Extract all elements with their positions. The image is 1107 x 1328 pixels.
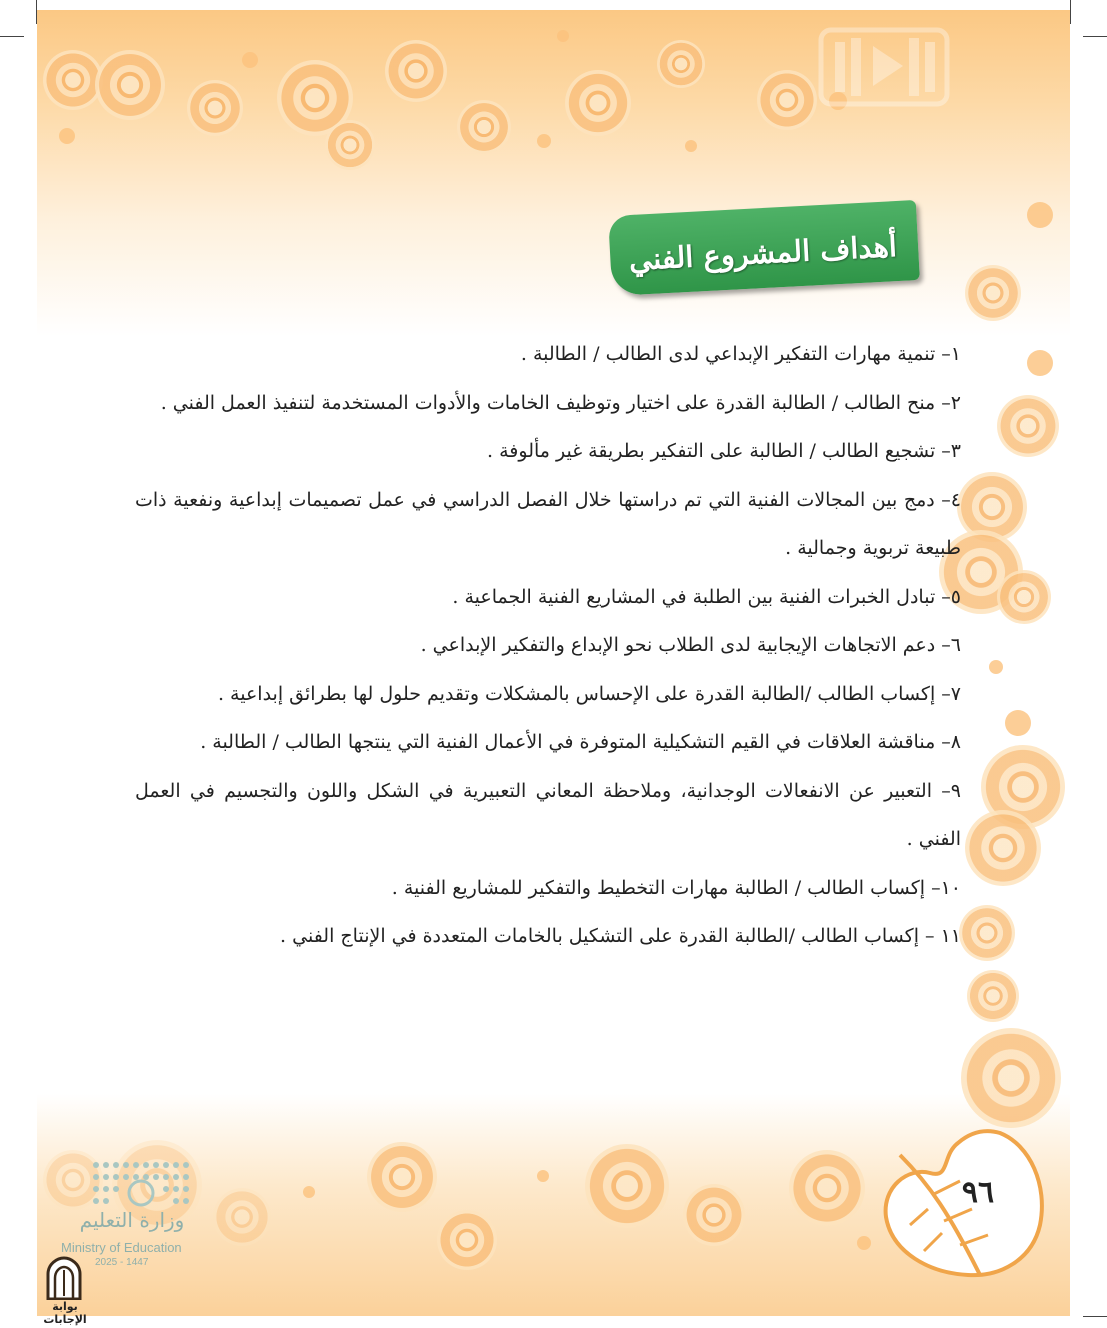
dot-decoration (857, 1236, 871, 1250)
flower-decoration (757, 70, 817, 130)
publisher-logo-icon (817, 24, 951, 110)
flower-decoration (789, 1150, 865, 1226)
flower-decoration (385, 40, 447, 102)
flower-decoration (965, 810, 1041, 886)
dot-decoration (1027, 202, 1053, 228)
flower-decoration (585, 1144, 669, 1228)
flower-decoration (457, 100, 511, 154)
dot-decoration (557, 30, 569, 42)
dot-decoration (303, 1186, 315, 1198)
dot-decoration (989, 660, 1003, 674)
flower-decoration (187, 80, 243, 136)
page-number: ٩٦ (961, 1175, 995, 1210)
flower-decoration (997, 570, 1051, 624)
dot-decoration (685, 140, 697, 152)
list-item: ١– تنمية مهارات التفكير الإبداعي لدى الطالب / الطالبة . (520, 343, 961, 365)
dot-decoration (537, 1170, 549, 1182)
flower-decoration (959, 905, 1015, 961)
flower-decoration (565, 70, 631, 136)
ministry-year: 2025 - 1447 (95, 1257, 149, 1268)
dot-decoration (1005, 710, 1031, 736)
flower-decoration (683, 1184, 745, 1246)
list-item: ٤– دمج بين المجالات الفنية التي تم دراستها خلال الفصل الدراسي في عمل تصميمات إبداعية ونفعية ذات طبيعة تربوية وجمالية . (135, 488, 961, 559)
textbook-page (37, 10, 1070, 1316)
dot-decoration (59, 128, 75, 144)
flower-decoration (437, 1210, 497, 1270)
ministry-name-english: Ministry of Education (61, 1240, 182, 1255)
dot-decoration (1027, 350, 1053, 376)
flower-decoration (325, 120, 375, 170)
flower-decoration (43, 50, 103, 110)
list-item: ١٠– إكساب الطالب / الطالبة مهارات التخطيط والتفكير للمشاريع الفنية . (391, 876, 961, 899)
list-item: ١١ – إكساب الطالب /الطالبة القدرة على التشكيل بالخامات المتعددة في الإنتاج الفني . (280, 925, 961, 947)
list-item: ٣– تشجيع الطالب / الطالبة على التفكير بطريقة غير مألوفة . (487, 440, 961, 462)
list-item: ٢– منح الطالب / الطالبة القدرة على اختيار وتوظيف الخامات والأدوات المستخدمة لتنفيذ العمل الفني . (160, 391, 961, 414)
dot-decoration (242, 52, 258, 68)
dot-decoration (537, 134, 551, 148)
flower-decoration (95, 50, 165, 120)
list-item: ٨– مناقشة العلاقات في القيم التشكيلية المتوفرة في الأعمال الفنية التي ينتجها الطالب / الطالبة . (200, 731, 961, 753)
portal-label: بوابة الإجابات (43, 1300, 87, 1326)
flower-decoration (657, 40, 705, 88)
flower-decoration (367, 1142, 437, 1212)
ministry-name-arabic: وزارة التعليم (79, 1208, 185, 1232)
list-item: ٩– التعبير عن الانفعالات الوجدانية، وملاحظة المعاني التعبيرية في الشكل واللون والتجسيم في العمل الفني . (135, 779, 961, 850)
list-item: ٦– دعم الاتجاهات الإيجابية لدى الطلاب نحو الإبداع والتفكير الإبداعي . (420, 634, 961, 656)
list-item: ٧– إكساب الطالب /الطالبة القدرة على الإحساس بالمشكلات وتقديم حلول لها بطرائق إبداعية . (217, 682, 961, 705)
portal-gate-icon (45, 1256, 83, 1300)
flower-decoration (961, 1028, 1061, 1128)
flower-decoration (213, 1188, 271, 1246)
flower-decoration (965, 265, 1021, 321)
ministry-logo-icon (62, 1155, 202, 1215)
flower-decoration (967, 970, 1019, 1022)
goals-list (135, 330, 961, 961)
flower-decoration (997, 395, 1059, 457)
list-item: ٥– تبادل الخبرات الفنية بين الطلبة في المشاريع الفنية الجماعية . (452, 585, 961, 608)
page-title: أهداف المشروع الفني (628, 229, 898, 277)
